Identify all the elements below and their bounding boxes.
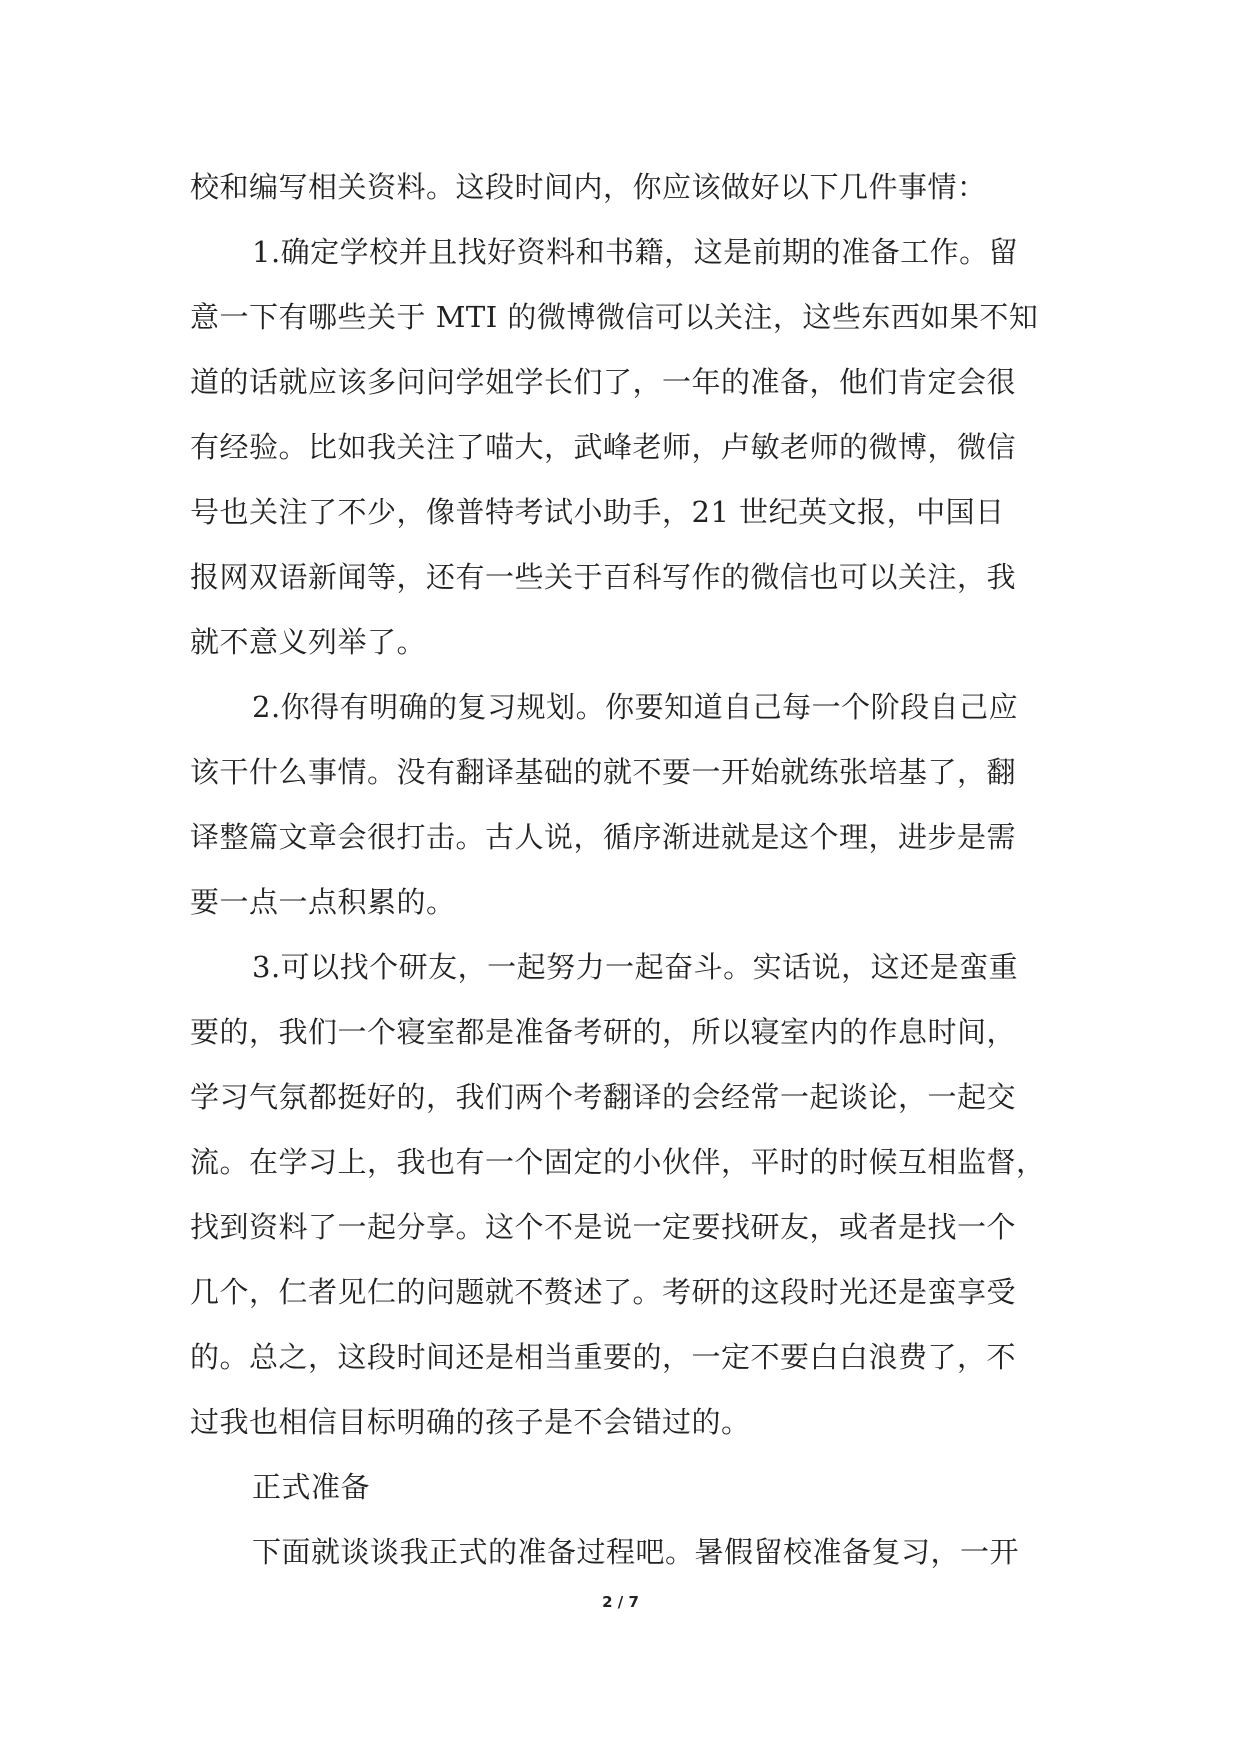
text-line: 道的话就应该多问问学姐学长们了，一年的准备，他们肯定会很 — [190, 365, 1017, 399]
text-line: 译整篇文章会很打击。古人说，循序渐进就是这个理，进步是需 — [190, 820, 1017, 854]
text-line: 报网双语新闻等，还有一些关于百科写作的微信也可以关注，我 — [190, 560, 1017, 594]
text-line: 意一下有哪些关于 MTI 的微博微信可以关注，这些东西如果不知 — [190, 300, 1039, 334]
text-line: 3.可以找个研友，一起努力一起奋斗。实话说，这还是蛮重 — [252, 950, 1019, 984]
text-line: 下面就谈谈我正式的准备过程吧。暑假留校准备复习，一开 — [252, 1535, 1020, 1569]
text-line: 有经验。比如我关注了喵大，武峰老师，卢敏老师的微博，微信 — [190, 430, 1017, 464]
text-line: 过我也相信目标明确的孩子是不会错过的。 — [190, 1405, 751, 1439]
text-line: 要的，我们一个寝室都是准备考研的，所以寝室内的作息时间， — [190, 1015, 1017, 1049]
text-line: 号也关注了不少，像普特考试小助手，21 世纪英文报，中国日 — [190, 495, 1005, 529]
text-line: 几个，仁者见仁的问题就不赘述了。考研的这段时光还是蛮享受 — [190, 1275, 1017, 1309]
body-text — [190, 155, 1060, 1585]
text-line: 的。总之，这段时间还是相当重要的，一定不要白白浪费了，不 — [190, 1340, 1017, 1374]
text-line: 就不意义列举了。 — [190, 625, 427, 659]
text-line: 1.确定学校并且找好资料和书籍，这是前期的准备工作。留 — [252, 235, 1019, 269]
page-number: 2 / 7 — [602, 1593, 639, 1611]
text-line: 流。在学习上，我也有一个固定的小伙伴，平时的时候互相监督， — [190, 1145, 1046, 1179]
text-line: 要一点一点积累的。 — [190, 885, 456, 919]
text-line: 2.你得有明确的复习规划。你要知道自己每一个阶段自己应 — [252, 690, 1019, 724]
text-line: 该干什么事情。没有翻译基础的就不要一开始就练张培基了，翻 — [190, 755, 1017, 789]
text-line: 校和编写相关资料。这段时间内，你应该做好以下几件事情： — [190, 170, 987, 204]
text-line: 找到资料了一起分享。这个不是说一定要找研友，或者是找一个 — [190, 1210, 1017, 1244]
section-heading: 正式准备 — [252, 1470, 371, 1504]
text-line: 学习气氛都挺好的，我们两个考翻译的会经常一起谈论，一起交 — [190, 1080, 1017, 1114]
